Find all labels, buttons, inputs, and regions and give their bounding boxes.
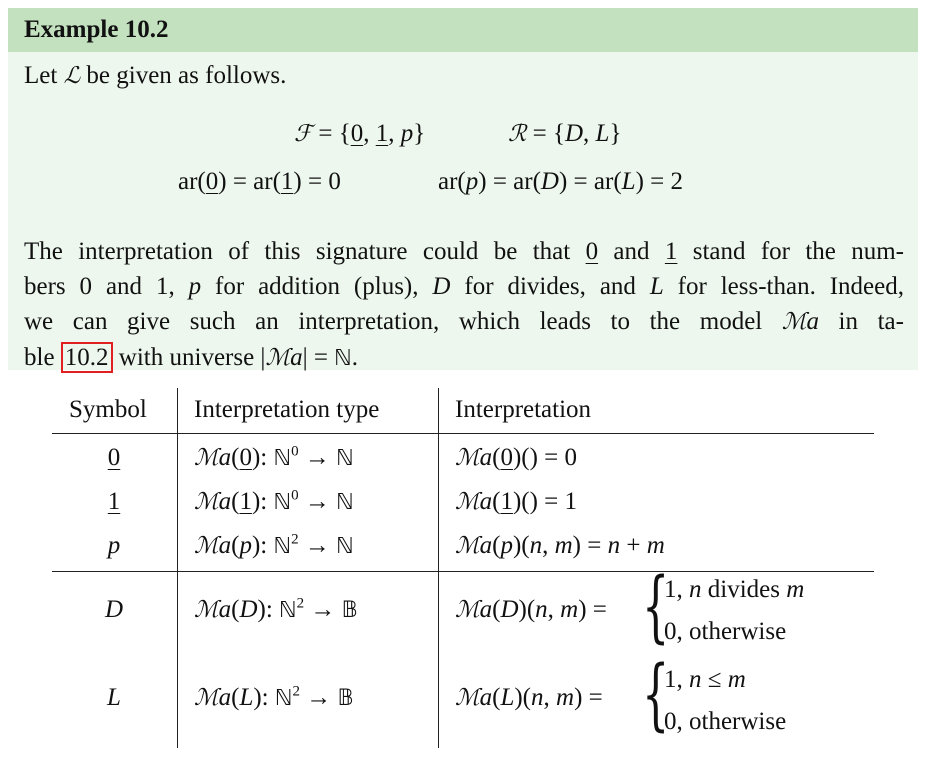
header-symbol: Symbol — [69, 396, 147, 423]
row-symbol-l: L — [107, 684, 121, 711]
row-type-zero: ℳa(0): ℕ$^0$ → ℕ — [194, 443, 354, 471]
arity-constants: ar(0) = ar(1) = 0 — [178, 168, 341, 195]
relation-symbols-definition: ℛ = {D, L} — [508, 120, 622, 147]
row-interp-p: ℳa(p)(n, m) = n + m — [455, 532, 665, 559]
row-symbol-d: D — [104, 596, 124, 623]
case-d-false: 0, otherwise — [664, 618, 787, 645]
row-symbol-p: p — [107, 532, 121, 559]
row-type-p: ℳa(p): ℕ$^2$ → ℕ — [194, 531, 354, 559]
cases-brace-l: { — [642, 650, 670, 740]
row-type-d: ℳa(D): ℕ$^2$ → 𝔹 — [194, 595, 358, 623]
row-symbol-zero: 0 — [107, 444, 121, 471]
header-rule — [52, 433, 874, 434]
row-interp-d: ℳa(D)(n, m) = — [455, 596, 607, 623]
column-divider-1 — [177, 388, 178, 748]
example-title: Example 10.2 — [24, 16, 169, 43]
header-interpretation: Interpretation — [455, 396, 592, 423]
row-interp-zero: ℳa(0)() = 0 — [455, 444, 578, 471]
arity-binary: ar(p) = ar(D) = ar(L) = 2 — [438, 168, 683, 195]
function-symbols-definition: ℱ = {0, 1, p} — [294, 120, 426, 147]
column-divider-2 — [438, 388, 439, 748]
case-l-true: 1, n ≤ m — [664, 666, 746, 693]
row-type-l: ℳa(L): ℕ$^2$ → 𝔹 — [194, 683, 354, 711]
case-d-true: 1, n divides m — [664, 576, 805, 603]
row-type-one: ℳa(1): ℕ$^0$ → ℕ — [194, 487, 354, 515]
header-interpretation-type: Interpretation type — [194, 396, 380, 423]
table-reference-link[interactable]: 10.2 — [61, 342, 113, 373]
row-symbol-one: 1 — [107, 488, 121, 515]
explanation-paragraph: The interpretation of this signature could be that 0 and 1 stand for the num- bers 0 and 1, p for addition (plus), D for divides, and L for less-than. Indeed, we can give such an interpretation, which leads to the model ℳa in ta- ble 10.2 with universe |ℳa| = ℕ. — [24, 238, 905, 371]
example-box — [8, 8, 918, 370]
row-interp-l: ℳa(L)(n, m) = — [455, 684, 603, 711]
case-l-false: 0, otherwise — [664, 708, 787, 735]
cases-brace-d: { — [642, 562, 670, 652]
intro-line: Let ℒ be given as follows. — [24, 62, 287, 89]
row-interp-one: ℳa(1)() = 1 — [455, 488, 578, 515]
group-rule — [52, 571, 874, 572]
interpretation-table — [52, 388, 874, 748]
example-header — [8, 8, 918, 52]
